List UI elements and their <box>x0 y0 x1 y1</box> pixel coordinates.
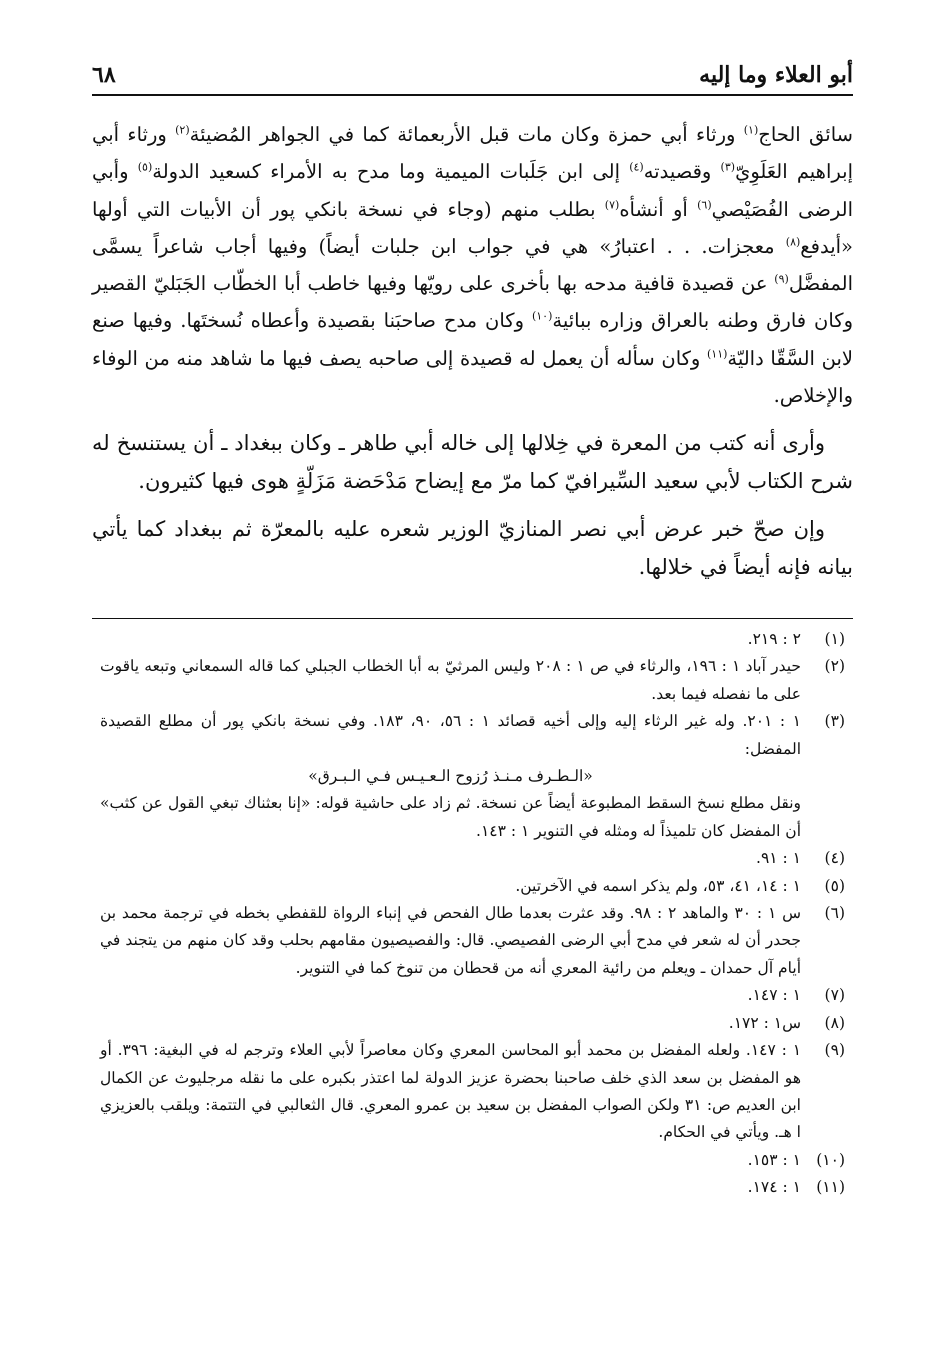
footnote <box>100 626 845 653</box>
footnote-ref: (٥) <box>137 160 153 174</box>
footnote-text <box>100 1147 801 1174</box>
footnote <box>100 900 845 982</box>
text-run: وكان سأله أن يعمل له قصيدة إلى صاحبه يصف فيها ما شاهد منه من الوفاء والإخلاص. <box>92 346 853 408</box>
footnote <box>100 873 845 900</box>
footnote-body: ١ : ٩١. <box>756 849 801 868</box>
paragraph-2: وأرى أنه كتب من المعرة في خِلالها إلى خاله أبي طاهر ـ وكان ببغداد ـ أن يستنسخ له شرح الكتاب لأبي سعيد السِّيرافيّ كما مرّ مع إيضاح مَدْحَضة مَزَلّةٍ هوى فيها كثيرون. <box>92 431 853 494</box>
footnote-body: ١ : ١٤٧. <box>747 986 801 1005</box>
footnote-ref: (١١) <box>706 347 728 361</box>
footnote <box>100 708 845 845</box>
paragraph-3: وإن صحّ خبر عرض أبي نصر المنازيّ الوزير شعره عليه بالمعرّة ثم ببغداد كما يأتي بيانه فإنه أيضاً في خلالها. <box>92 517 853 580</box>
page-number: ٦٨ <box>92 62 116 88</box>
footnote-number: (٥) <box>824 876 845 895</box>
footnote-body: ١ : ١٤٧. ولعله المفضل بن محمد أبو المحاسن المعري وكان معاصراً لأبي العلاء وترجم له في البغية: ٣٩٦. أو هو المفضل بن سعد الذي خلف صاحبنا بحضرة عزيز الدولة لما اعتذر بكبره على ما نقله مرجليوث عن الكمال ابن العديم ص: ٣١ ولكن الصواب المفضل بن سعيد بن عمرو المعري. قال الثعالبي في التتمة: ويلقب بالعزيزي ا هـ. ويأتي في الحكام. <box>100 1041 802 1142</box>
footnote-ref: (٣) <box>720 160 736 174</box>
footnote <box>100 1174 845 1201</box>
footnote-text <box>100 1174 801 1201</box>
running-header <box>92 52 853 96</box>
footnote-body: ١ : ١٤، ٤١، ٥٣، ولم يذكر اسمه في الآخرتين. <box>515 876 801 895</box>
footnote-text <box>100 873 801 900</box>
footnote-text <box>100 982 801 1009</box>
footnote-text <box>100 900 801 982</box>
text-run: وقصيدته <box>643 160 721 184</box>
footnote-ref: (٢) <box>175 123 190 137</box>
footnote-text <box>100 653 801 708</box>
footnote-body: س١ : ١٧٢. <box>728 1013 801 1032</box>
footnote-text <box>100 1037 801 1147</box>
text-run: ورثاء أبي حمزة وكان مات قبل الأربعمائة كما في الجواهر المُضيئة <box>189 123 744 146</box>
footnote-ref: (٧) <box>604 198 620 212</box>
text-run: ورثاء أبي إبراهيم العَلَوِيّ <box>92 123 853 184</box>
footnote-ref: (١٠) <box>531 309 553 323</box>
footnote <box>100 1010 845 1037</box>
footnote-text <box>100 845 801 872</box>
footnote-number: (١١) <box>816 1178 845 1197</box>
footnote <box>100 982 845 1009</box>
text-run: سائق الحاج <box>758 123 854 146</box>
text-run: بطلب منهم (وجاء في نسخة بانكي پور أن الأبيات التي أولها «أيدفع <box>92 197 853 258</box>
footnote-body: ١ : ١٧٤. <box>747 1178 801 1197</box>
footnote-ref: (٩) <box>774 272 789 286</box>
footnote-number: (٣) <box>824 712 845 731</box>
footnote-number: (٢) <box>824 657 845 676</box>
footnote-number: (٨) <box>824 1013 845 1032</box>
footnote-ref: (٨) <box>785 235 801 249</box>
footnote-number: (٤) <box>824 849 845 868</box>
footnote-separator <box>92 618 853 619</box>
footnote-body: ٢ : ٢١٩. <box>747 630 801 648</box>
footnotes <box>100 626 845 1202</box>
footnote-ref: (١) <box>743 123 759 137</box>
footnote-body: ١ : ٢٠١. وله غير الرثاء إليه وإلى أخيه قصائد ١ : ٥٦، ٩٠، ١٨٣. وفي نسخة بانكي پور أن مطلع القصيدة المفضل: <box>100 712 801 758</box>
footnote-text <box>100 708 801 845</box>
footnote-ref: (٤) <box>629 160 644 174</box>
footnote-text <box>100 1010 801 1037</box>
paragraph-1 <box>92 116 853 414</box>
footnote <box>100 1037 845 1147</box>
footnote-number: (١) <box>824 630 845 648</box>
footnote-body: حيدر آباد ١ : ١٩٦، والرثاء في ص ١ : ٢٠٨ وليس المرثيّ به أبا الخطاب الجبلي كما قاله السمعاني وتبعه ياقوت على ما نفصله فيما بعد. <box>100 657 802 703</box>
text-run: معجزات. . . اعتبارُ» هي في جواب ابن جلبات أيضاً) وفيها أجاب شاعراً يسمَّى المفضَّل <box>92 234 853 296</box>
footnote-number: (١٠) <box>816 1150 845 1169</box>
footnote-body: س ١ : ٣٠ والماهد ٢ : ٩٨. وقد عثرت بعدما طال الفحص في إنباء الرواة للقفطي بخطه في ترجمة محمد بن جحدر أن له شعر في مدح أبي الرضى الفصيصي. قال: والفصيصيون مقامهم بحلب وقد كان منهم من يتجند في أيام آل حمدان ـ ويعلم من رائية المعري أنه من قحطان من تنوخ كما في التنوير. <box>100 904 801 977</box>
footnote <box>100 1147 845 1174</box>
footnote-body: ١ : ١٥٣. <box>747 1150 801 1169</box>
footnote-number: (٦) <box>824 904 845 923</box>
footnote-text <box>100 626 801 653</box>
footnote-number: (٧) <box>824 986 845 1005</box>
text-run: أو أنشأه <box>619 197 698 221</box>
footnote <box>100 845 845 872</box>
quoted-verse: «الـطـرف مـنـذ رُزوح الـعـيـس فـي الـبـرق» <box>308 767 593 786</box>
text-run: عن قصيدة قافية مدحه بها بأخرى على رويّها وفيها خاطب أبا الخطّاب الجَبَليّ القصير وكان فارق وطنه بالعراق وزاره ببائية <box>92 272 854 333</box>
footnote-number: (٩) <box>824 1041 845 1060</box>
footnote-continuation: ونقل مطلع نسخ السقط المطبوعة أيضاً عن نسخة. ثم زاد على حاشية قوله: «إنا بعثناك تبغي القول عن كثب» أن المفضل كان تلميذاً له ومثله في التنوير ١ : ١٤٣. <box>100 794 801 840</box>
text-run: وأبي الرضى الفُصَيْصي <box>92 160 853 221</box>
text-run: إلى ابن جَلَبات الميمية وما مدح به الأمراء كسعيد الدولة <box>152 160 630 184</box>
text-run: وكان مدح صاحبَنا بقصيدة وأعطاه نُسختَها. وفيها صنع لابن السَّقّا داليّة <box>92 309 854 370</box>
main-text <box>92 116 853 586</box>
footnote <box>100 653 845 708</box>
footnote-ref: (٦) <box>697 198 712 212</box>
chapter-title: أبو العلاء وما إليه <box>699 62 853 88</box>
